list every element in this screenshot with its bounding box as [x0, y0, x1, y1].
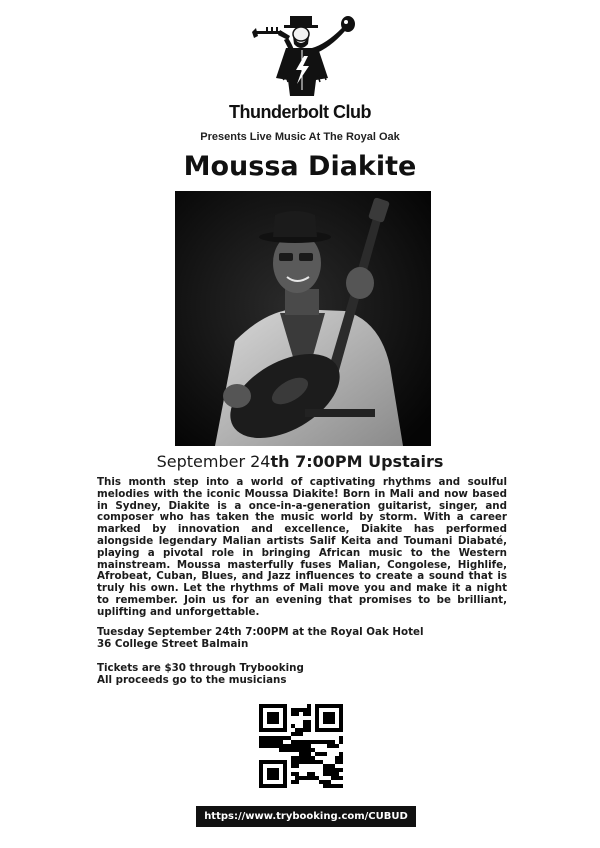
event-description: This month step into a world of captivating rhythms and soulful melodies with the iconic Moussa Diakite! Born in Mali and now based in Sydney, Diakite is a once-in-a-generation guitarist, singer, and composer who has taken the music world by storm. With a career marked by innovation and excellence, Diakite has performed alongside legendary Malian artists Salif Keita and Toumani Diabaté, playing a pivotal role in bringing African music to the Western mainstream. Moussa masterfully fuses Malian, Congolese, Highlife, Afrobeat, Cuban, Blues, and Jazz influences to create a sound that is truly his own. Let the rhythms of Mali move you and make it a night to remember. Join us for an evening that promises to be brilliant, uplifting and unforgettable.: [97, 476, 507, 618]
ticket-details: [97, 662, 517, 686]
event-date: September 24: [156, 452, 271, 471]
presents-subtitle: Presents Live Music At The Royal Oak: [200, 131, 400, 143]
venue-details: [97, 626, 517, 650]
venue-line-2: 36 College Street Balmain: [97, 638, 249, 650]
artist-name-title: Moussa Diakite: [183, 151, 417, 182]
qr-code-icon[interactable]: [259, 704, 343, 788]
venue-line-1: Tuesday September 24th 7:00PM at the Royal Oak Hotel: [97, 626, 424, 638]
club-name: Thunderbolt Club: [229, 102, 371, 122]
thunderbolt-club-logo-icon: [246, 14, 364, 100]
tickets-line-2: All proceeds go to the musicians: [97, 674, 287, 686]
event-date-line: [0, 452, 600, 471]
event-time: th 7:00PM Upstairs: [270, 452, 444, 471]
booking-url[interactable]: https://www.trybooking.com/CUBUD: [196, 806, 416, 827]
artist-photo: [175, 191, 431, 446]
tickets-line-1: Tickets are $30 through Trybooking: [97, 662, 304, 674]
